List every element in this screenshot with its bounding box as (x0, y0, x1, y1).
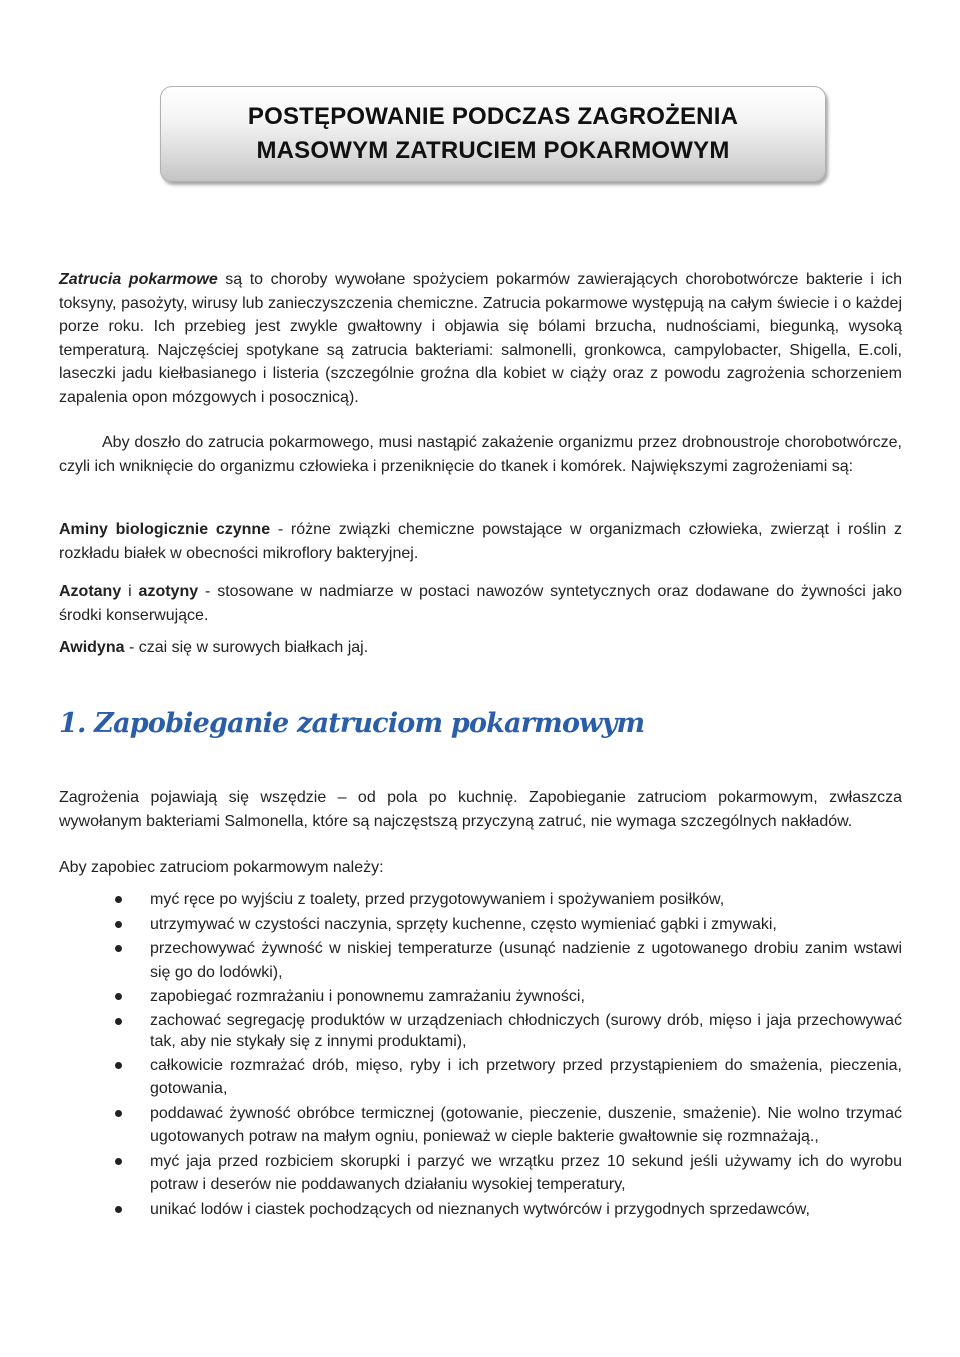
bullet-icon (115, 1206, 122, 1213)
bullet-icon (115, 921, 122, 928)
list-item (59, 1198, 902, 1222)
list-item (59, 913, 902, 937)
section-intro-paragraph: Zagrożenia pojawiają się wszędzie – od pola po kuchnię. Zapobieganie zatruciom pokarmowym, zwłaszcza wywołanym bakteriami Salmonella, które są najczęstszą przyczyną zatruć, nie wymaga szczególnych nakładów. (59, 789, 902, 830)
list-item-text: zachować segregację produktów w urządzeniach chłodniczych (surowy drób, mięso i jaja przechowywać tak, aby nie stykały się z innymi produktami), (150, 1011, 902, 1050)
azotany-paragraph (59, 580, 902, 627)
azotyny-term: azotyny (138, 583, 199, 600)
azotany-term: Azotany (59, 583, 122, 600)
bullet-icon (115, 1018, 122, 1025)
bullet-icon (115, 1110, 122, 1117)
list-item (59, 985, 902, 1009)
list-item (59, 1010, 902, 1052)
section-lead-paragraph: Aby zapobiec zatruciom pokarmowym należy: (59, 859, 384, 876)
list-item-text: poddawać żywność obróbce termicznej (gotowanie, pieczenie, duszenie, smażenie). Nie wolno trzymać ugotowanych potraw na małym ogniu, ponieważ w cieple bakterie gwałtownie się rozmnażają., (150, 1104, 902, 1145)
bullet-icon (115, 1062, 122, 1069)
bullet-icon (115, 993, 122, 1000)
list-item-text: myć ręce po wyjściu z toalety, przed przygotowywaniem i spożywaniem posiłków, (150, 891, 725, 908)
list-item-text: zapobiegać rozmrażaniu i ponownemu zamrażaniu żywności, (150, 988, 585, 1005)
list-item (59, 1102, 902, 1149)
awidyna-term: Awidyna (59, 639, 125, 656)
list-item-text: unikać lodów i ciastek pochodzących od nieznanych wytwórców i przygodnych sprzedawców, (150, 1200, 810, 1218)
title-line-2: MASOWYM ZATRUCIEM POKARMOWYM (256, 137, 730, 164)
title-banner (160, 86, 826, 182)
section-heading: 1. Zapobieganie zatruciom pokarmowym (59, 708, 645, 739)
aminy-paragraph (59, 518, 902, 565)
prevention-list (59, 888, 902, 1221)
intro-paragraph (59, 268, 902, 410)
azotany-and: i (121, 583, 139, 600)
title-line-1: POSTĘPOWANIE PODCZAS ZAGROŻENIA (247, 103, 739, 130)
bullet-icon (115, 945, 122, 952)
list-item (59, 1054, 902, 1101)
list-item-text: przechowywać żywność w niskiej temperaturze (usunąć nadzienie z ugotowanego drobiu zanim wstawi się go do lodówki), (150, 940, 902, 981)
awidyna-paragraph (59, 636, 902, 660)
aminy-term: Aminy biologicznie czynne (59, 521, 271, 538)
list-item-text: całkowicie rozmrażać drób, mięso, ryby i ich przetwory przed przystąpieniem do smażenia, pieczenia, gotowania, (150, 1056, 902, 1097)
bullet-icon (115, 1158, 122, 1165)
paragraph-threats: Aby doszło do zatrucia pokarmowego, musi nastąpić zakażenie organizmu przez drobnoustroje chorobotwórcze, czyli ich wniknięcie do organizmu człowieka i przeniknięcie do tkanek i komórek. Największymi zagrożeniami są: (59, 434, 902, 475)
azotany-text: - stosowane w nadmiarze w postaci nawozów syntetycznych oraz dodawane do żywności jako środki konserwujące. (59, 583, 903, 624)
aminy-text: - różne związki chemiczne powstające w organizmach człowieka, zwierząt i roślin z rozkładu białek w obecności mikroflory bakteryjnej. (59, 521, 902, 562)
list-item (59, 1150, 902, 1197)
list-item (59, 937, 902, 984)
intro-term: Zatrucia pokarmowe (59, 271, 218, 288)
list-item-text: utrzymywać w czystości naczynia, sprzęty kuchenne, często wymieniać gąbki i zmywaki, (150, 915, 777, 933)
bullet-icon (115, 896, 122, 903)
list-item (59, 888, 902, 912)
list-item-text: myć jaja przed rozbiciem skorupki i parzyć we wrzątku przez 10 sekund jeśli używamy ich do wyrobu potraw i deserów nie poddawanych działaniu wysokiej temperatury, (150, 1152, 902, 1193)
awidyna-text: - czai się w surowych białkach jaj. (124, 639, 369, 656)
intro-text: są to choroby wywołane spożyciem pokarmów zawierających chorobotwórcze bakterie i ich toksyny, pasożyty, wirusy lub zanieczyszczenia chemiczne. Zatrucia pokarmowe występują na całym świecie i o każdej porze roku. Ich przebieg jest zwykle gwałtowny i objawia się bólami brzucha, nudnościami, biegunką, wysoką temperaturą. Najczęściej spotykane są zatrucia bakteriami: salmonelli, gronkowca, campylobacter, Shigella, E.coli, laseczki jadu kiełbasianego i listeria (szczególnie groźna dla kobiet w ciąży oraz z powodu zagrożenia schorzeniem zapalenia opon mózgowych i posocznicą). (59, 271, 902, 406)
